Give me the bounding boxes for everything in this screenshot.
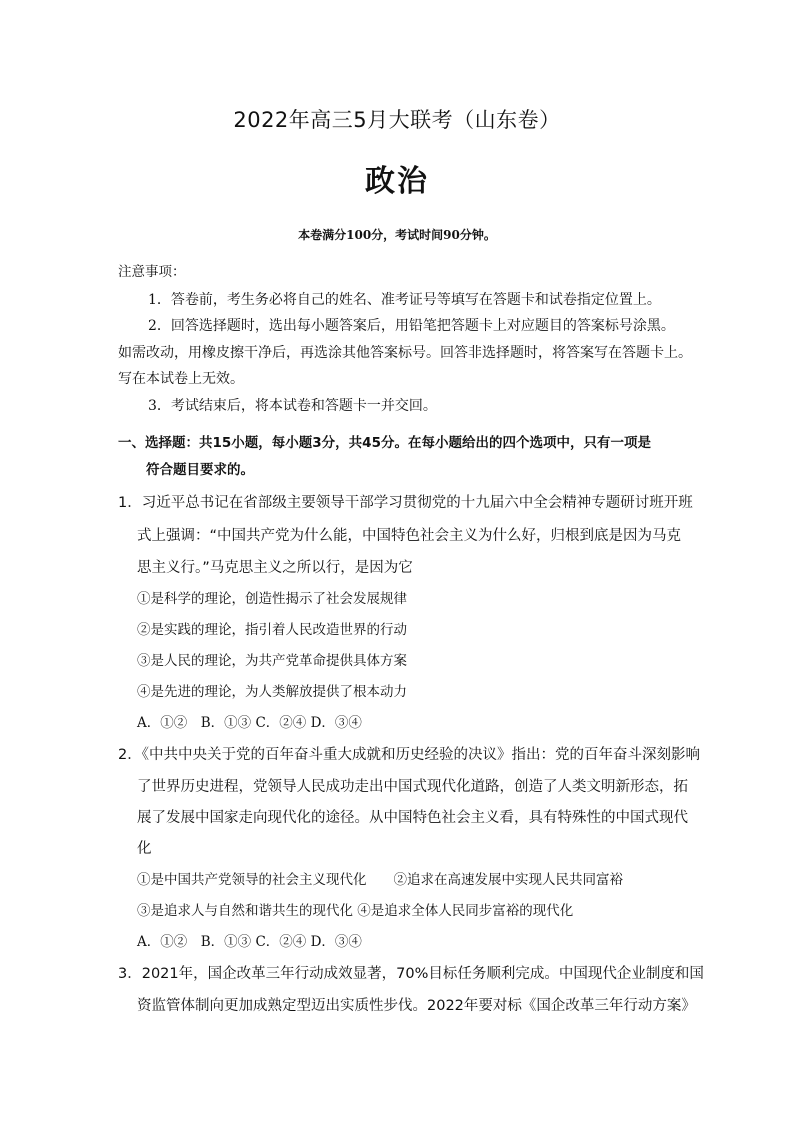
notice-line: 如需改动，用橡皮擦干净后，再选涂其他答案标号。回答非选择题时，将答案写在答题卡上。 [118, 345, 692, 361]
q1-option: ①是科学的理论，创造性揭示了社会发展规律 [137, 591, 407, 607]
q3-stem-line: 资监管体制向更加成熟定型迈出实质性步伐。2022年要对标《国企改革三年行动方案》 [137, 998, 696, 1014]
q2-stem-line: 展了发展中国家走向现代化的途径。从中国特色社会主义看，具有特殊性的中国式现代 [137, 810, 688, 826]
q1-stem-line: 思主义行。”马克思主义之所以行，是因为它 [137, 560, 413, 576]
q1-option: ④是先进的理论，为人类解放提供了根本动力 [137, 684, 407, 700]
notice-line: 2．回答选择题时，选出每小题答案后，用铅笔把答题卡上对应题目的答案标号涂黑。 [148, 318, 675, 334]
q2-stem-line: 化 [137, 841, 152, 857]
q1-answer-choices: A．①② B．①③ C．②④ D．③④ [137, 715, 362, 731]
notice-line: 写在本试卷上无效。 [118, 371, 244, 387]
q3-stem-line: 3．2021年，国企改革三年行动成效显著，70%目标任务顺利完成。中国现代企业制度和国 [118, 966, 704, 982]
q2-option: ①是中国共产党领导的社会主义现代化 ②追求在高速发展中实现人民共同富裕 [137, 872, 623, 888]
notice-line: 3．考试结束后，将本试卷和答题卡一并交回。 [148, 398, 437, 414]
q1-stem-line: 式上强调：“中国共产党为什么能，中国特色社会主义为什么好，归根到底是因为马克 [137, 528, 682, 544]
exam-title: 2022年高三5月大联考（山东卷） [233, 108, 561, 132]
q2-stem-line: 了世界历史进程，党领导人民成功走出中国式现代化道路，创造了人类文明新形态，拓 [137, 779, 688, 795]
section-heading: 一、选择题：共15小题，每小题3分，共45分。在每小题给出的四个选项中，只有一项是 [118, 435, 651, 451]
notice-line: 1．答卷前，考生务必将自己的姓名、准考证号等填写在答题卡和试卷指定位置上。 [148, 292, 661, 308]
exam-meta: 本卷满分100分，考试时间90分钟。 [298, 228, 496, 242]
q1-stem-line: 1．习近平总书记在省部级主要领导干部学习贯彻党的十九届六中全会精神专题研讨班开班 [118, 495, 693, 511]
q1-option: ②是实践的理论，指引着人民改造世界的行动 [137, 622, 407, 638]
subject-title: 政治 [365, 164, 429, 199]
q2-stem-line: 2．《中共中央关于党的百年奋斗重大成就和历史经验的决议》指出：党的百年奋斗深刻影响 [118, 747, 700, 763]
q1-option: ③是人民的理论，为共产党革命提供具体方案 [137, 653, 407, 669]
q2-option: ③是追求人与自然和谐共生的现代化 ④是追求全体人民同步富裕的现代化 [137, 903, 574, 919]
section-heading-cont: 符合题目要求的。 [146, 462, 254, 478]
notice-heading: 注意事项： [118, 264, 186, 280]
q2-answer-choices: A．①② B．①③ C．②④ D．③④ [137, 934, 362, 950]
